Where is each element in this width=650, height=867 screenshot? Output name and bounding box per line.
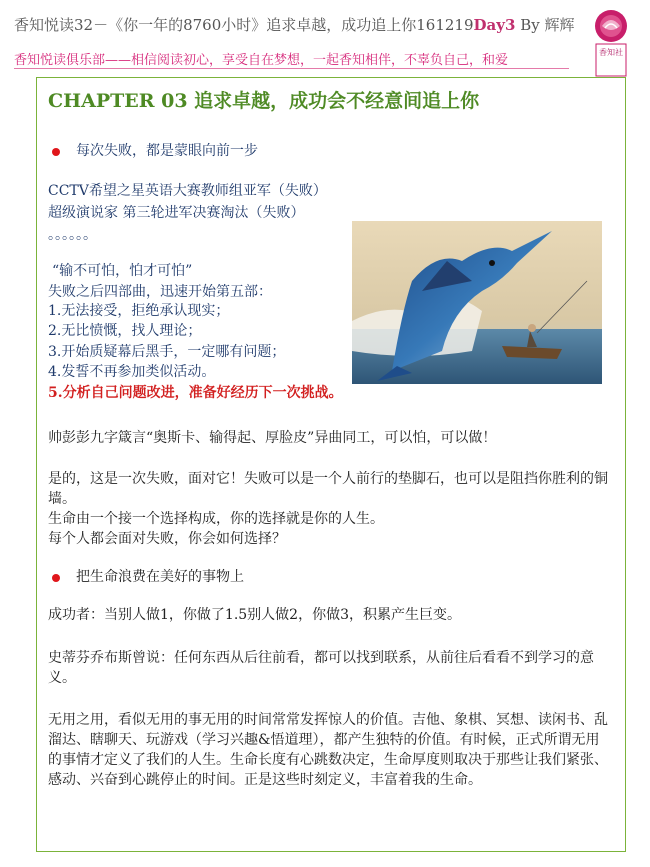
steps-intro: 失败之后四部曲，迅速开始第五部：: [48, 284, 272, 300]
page-header-subtitle: 香知悦读俱乐部——相信阅读初心，享受自在梦想，一起香知相伴，不辜负自己，和爱: [14, 53, 509, 68]
header-author: By 辉辉: [515, 16, 575, 34]
paragraph: 生命由一个接一个选择构成，你的选择就是你的人生。: [48, 511, 384, 527]
section1-line: 超级演说家 第三轮进军决赛淘汰（失败）: [48, 205, 305, 221]
section1-line: CCTV希望之星英语大赛教师组亚军（失败）: [48, 183, 327, 199]
paragraph: 成功者：当别人做1，你做了1.5别人做2，你做3，积累产生巨变。: [48, 607, 461, 623]
paragraph: 每个人都会面对失败，你会如何选择？: [48, 531, 286, 547]
section2-heading: 把生命浪费在美好的事物上: [76, 569, 244, 585]
header-divider: [14, 68, 569, 69]
quote: “输不可怕，怕才可怕”: [52, 263, 193, 279]
marlin-painting-image: [352, 221, 602, 384]
paragraph: 史蒂芬乔布斯曾说：任何东西从后往前看，都可以找到联系，从前往后看看不到学习的意义。: [48, 650, 594, 686]
header-title-text: 香知悦读32－《你一年的8760小时》追求卓越，成功追上你161219: [14, 16, 474, 34]
section1-line: 。。。。。。: [48, 227, 97, 243]
chapter-title: CHAPTER 03 追求卓越，成功会不经意间追上你: [48, 90, 480, 112]
paragraph: 无用之用，看似无用的事无用的时间常常发挥惊人的价值。吉他、象棋、冥想、读闲书、乱溜达、瞎聊天、玩游戏（学习兴趣&悟道理），都产生独特的价值。有时候，正式所谓无用的事情才定义了我们的人生。生命长度有心跳数决定，生命厚度则取决于那些让我们紧张、感动、兴奋到心跳停止的时间。正是这些时刻定义，丰富着我的生命。: [48, 712, 608, 788]
header-day: Day3: [473, 16, 516, 34]
page-header-title: [14, 14, 574, 35]
paragraph: 是的，这是一次失败，面对它！失败可以是一个人前行的垫脚石，也可以是阻挡你胜利的铜墙。: [48, 471, 608, 507]
step-item-highlight: 5.分析自己问题改进，准备好经历下一次挑战。: [48, 385, 343, 401]
step-item: 2.无比愤慨，找人理论；: [48, 323, 202, 339]
step-item: 3.开始质疑幕后黑手，一定哪有问题；: [48, 344, 286, 360]
section1-heading: 每次失败，都是蒙眼向前一步: [76, 143, 258, 159]
rose-logo-icon: [590, 8, 632, 78]
paragraph: 帅彭彭九字箴言“奥斯卡、输得起、厚脸皮”异曲同工，可以怕，可以做！: [48, 430, 497, 446]
logo-text: 香知社: [599, 48, 623, 57]
bullet-dot-icon: [52, 574, 60, 582]
step-item: 4.发誓不再参加类似活动。: [48, 364, 216, 380]
bullet-dot-icon: [52, 148, 60, 156]
step-item: 1.无法接受，拒绝承认现实；: [48, 303, 230, 319]
